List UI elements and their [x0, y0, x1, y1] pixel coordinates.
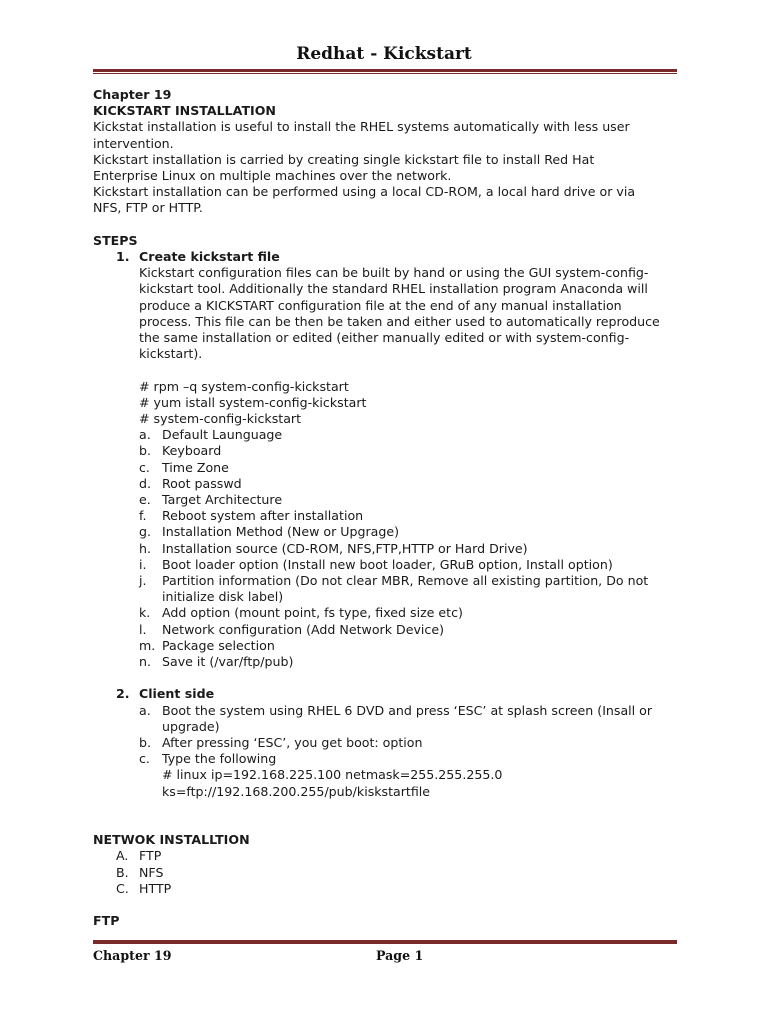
list-item-text: Partition information (Do not clear MBR, Remove all existing partition, Do not: [162, 573, 649, 589]
list-item: [139, 703, 683, 735]
step-para-line: Kickstart configuration files can be built by hand or using the GUI system-config-: [139, 265, 649, 281]
list-item-marker: b.: [139, 443, 151, 459]
list-item-marker: n.: [139, 654, 151, 670]
list-item: [116, 848, 683, 864]
list-item: [139, 443, 683, 459]
footer-page-number: Page 1: [376, 948, 424, 963]
list-item: [139, 622, 683, 638]
list-item: [139, 573, 683, 605]
list-item-marker: d.: [139, 475, 151, 491]
footer-chapter: Chapter 19: [93, 948, 172, 963]
list-item-text: HTTP: [139, 880, 172, 896]
list-item-text: FTP: [139, 848, 162, 864]
list-item-text: # linux ip=192.168.225.100 netmask=255.255.255.0: [162, 767, 503, 783]
list-item-text: Boot loader option (Install new boot loader, GRuB option, Install option): [162, 556, 613, 572]
network-method-list: [93, 848, 683, 897]
list-item-marker: a.: [139, 702, 151, 718]
list-item-text: Network configuration (Add Network Device): [162, 621, 444, 637]
list-item-marker: B.: [116, 864, 129, 880]
list-item-text: initialize disk label): [162, 589, 284, 605]
document-body: [93, 87, 683, 929]
page-header-title: Redhat - Kickstart: [296, 44, 472, 64]
intro-line: Kickstart installation can be performed using a local CD-ROM, a local hard drive or via: [93, 184, 636, 200]
list-item: [139, 508, 683, 524]
list-item: [139, 427, 683, 443]
list-item-text: Target Architecture: [162, 492, 283, 508]
list-item-marker: h.: [139, 540, 151, 556]
list-item-marker: b.: [139, 735, 151, 751]
step-para-line: kickstart).: [139, 346, 203, 362]
command-line: # yum istall system-config-kickstart: [139, 394, 367, 410]
step-title: Client side: [139, 686, 215, 702]
header-rule: [93, 69, 677, 74]
list-item-marker: i.: [139, 556, 147, 572]
command-line: # rpm –q system-config-kickstart: [139, 378, 349, 394]
list-item: [116, 881, 683, 897]
list-item: [139, 541, 683, 557]
list-item-text: Save it (/var/ftp/pub): [162, 654, 294, 670]
list-item-text: Type the following: [162, 751, 277, 767]
list-item: [139, 524, 683, 540]
list-item-text: Installation source (CD-ROM, NFS,FTP,HTTP or Hard Drive): [162, 540, 528, 556]
list-item-marker: j.: [139, 573, 147, 589]
intro-paragraph: [93, 119, 683, 216]
steps-heading: STEPS: [93, 232, 138, 248]
list-item-marker: k.: [139, 605, 151, 621]
list-item: [139, 460, 683, 476]
step-1: [93, 249, 683, 427]
list-item-marker: C.: [116, 880, 129, 896]
step-para-line: produce a KICKSTART configuration file at the end of any manual installation: [139, 297, 622, 313]
step-2: [93, 686, 683, 702]
intro-line: intervention.: [93, 135, 174, 151]
list-item-marker: f.: [139, 508, 147, 524]
list-item-marker: g.: [139, 524, 151, 540]
list-item: [116, 865, 683, 881]
intro-line: Kickstat installation is useful to install the RHEL systems automatically with less user: [93, 119, 630, 135]
list-item-text: upgrade): [162, 718, 220, 734]
list-item: [139, 654, 683, 670]
step-para-line: process. This file can be then be taken and either used to automatically reproduce: [139, 313, 660, 329]
chapter-label: Chapter 19: [93, 87, 172, 102]
intro-line: Enterprise Linux on multiple machines over the network.: [93, 168, 452, 184]
footer-rule: [93, 939, 677, 944]
list-item-marker: a.: [139, 427, 151, 443]
list-item-text: Installation Method (New or Upgrage): [162, 524, 400, 540]
step-number: 1.: [116, 249, 130, 265]
list-item-text: Package selection: [162, 637, 275, 653]
list-item: [139, 492, 683, 508]
step-number: 2.: [116, 686, 130, 702]
list-item-text: Keyboard: [162, 443, 222, 459]
list-item: [139, 605, 683, 621]
network-heading: NETWOK INSTALLTION: [93, 832, 250, 848]
list-item-marker: m.: [139, 637, 156, 653]
list-item-text: NFS: [139, 864, 164, 880]
list-item: [139, 476, 683, 492]
list-item-marker: A.: [116, 848, 129, 864]
list-item-text: After pressing ‘ESC’, you get boot: option: [162, 735, 423, 751]
list-item: [139, 735, 683, 751]
command-line: # system-config-kickstart: [139, 411, 302, 427]
list-item-text: Add option (mount point, fs type, fixed size etc): [162, 605, 463, 621]
list-item-text: Default Launguage: [162, 427, 283, 443]
list-item: [139, 557, 683, 573]
list-item-text: Root passwd: [162, 475, 242, 491]
list-item-text: Reboot system after installation: [162, 508, 364, 524]
list-item-marker: c.: [139, 751, 150, 767]
list-item-text: ks=ftp://192.168.200.255/pub/kiskstartfile: [162, 783, 431, 799]
section-title: KICKSTART INSTALLATION: [93, 103, 276, 119]
step-title: Create kickstart file: [139, 249, 280, 265]
list-item-marker: e.: [139, 492, 151, 508]
list-item-marker: c.: [139, 459, 150, 475]
list-item: [139, 638, 683, 654]
list-item: [139, 751, 683, 800]
ftp-heading: FTP: [93, 913, 120, 929]
step-para-line: the same installation or edited (either manually edited or with system-config-: [139, 330, 630, 346]
list-item-text: Time Zone: [162, 459, 229, 475]
step-para-line: kickstart tool. Additionally the standard RHEL installation program Anaconda will: [139, 281, 648, 297]
intro-line: Kickstart installation is carried by creating single kickstart file to install Red Hat: [93, 151, 595, 167]
list-item-marker: l.: [139, 621, 147, 637]
list-item-text: Boot the system using RHEL 6 DVD and press ‘ESC’ at splash screen (Insall or: [162, 702, 653, 718]
step-1-option-list: [93, 427, 683, 670]
intro-line: NFS, FTP or HTTP.: [93, 200, 203, 216]
step-2-option-list: [93, 703, 683, 800]
